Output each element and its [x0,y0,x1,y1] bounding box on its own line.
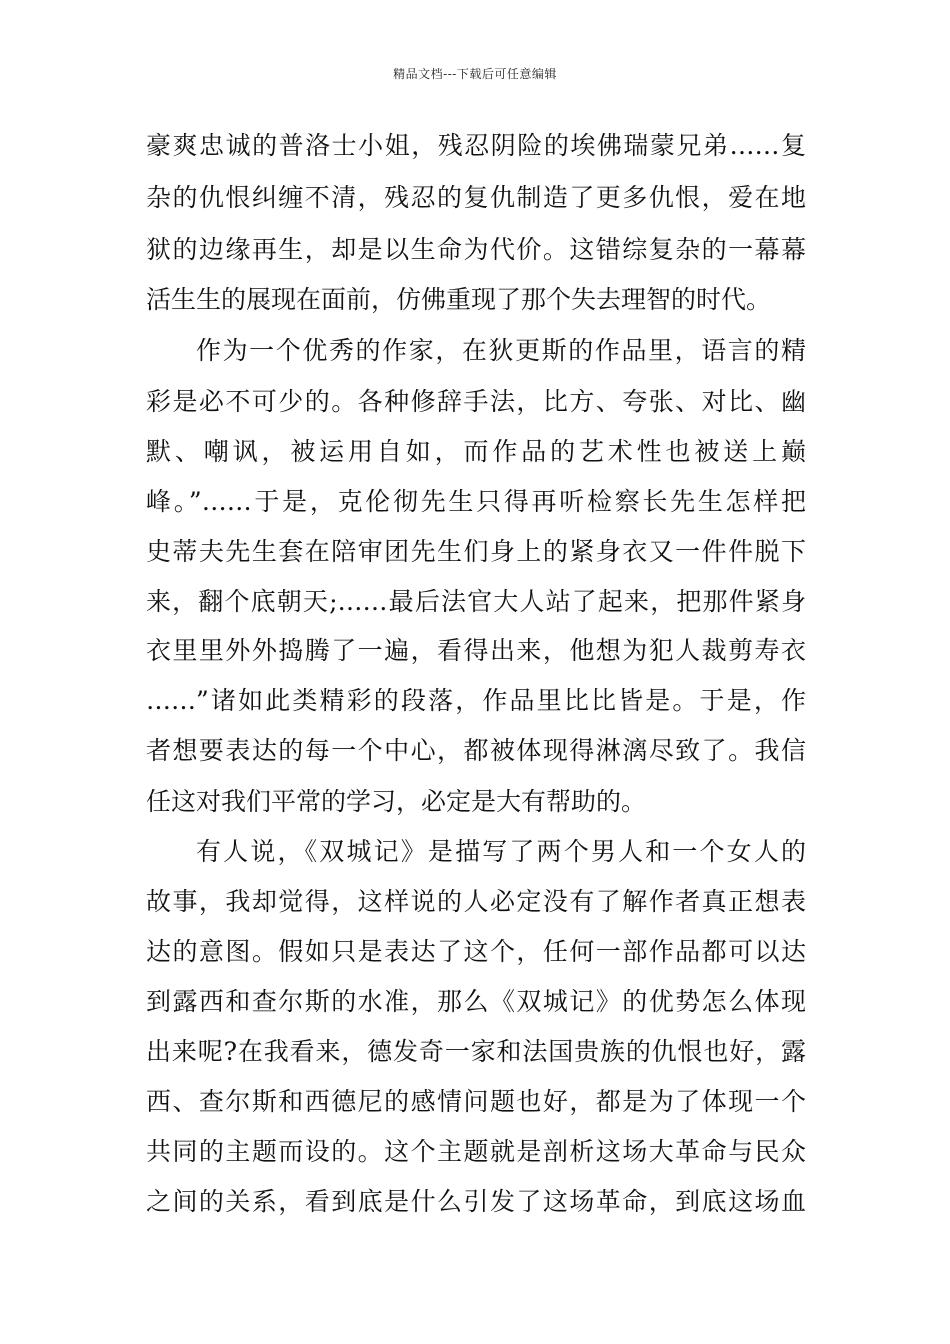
text-line: 共同的主题而设的。这个主题就是剖析这场大革命与民众 [146,1137,806,1166]
text-line: 到露西和查尔斯的水准，那么《双城记》的优势怎么体现 [146,987,806,1016]
text-line: 豪爽忠诚的普洛士小姐，残忍阴险的埃佛瑞蒙兄弟……复 [146,131,806,160]
text-line: 杂的仇恨纠缠不清，残忍的复仇制造了更多仇恨，爱在地 [146,183,806,212]
text-line: 峰。”……于是，克伦彻先生只得再听检察长先生怎样把 [146,487,806,516]
text-line: 之间的关系，看到底是什么引发了这场革命，到底这场血 [146,1187,806,1216]
page-header: 精品文档---下载后可任意编辑 [393,67,557,81]
text-line: 史蒂夫先生套在陪审团先生们身上的紧身衣又一件件脱下 [146,537,806,566]
text-line: 西、查尔斯和西德尼的感情问题也好，都是为了体现一个 [146,1087,806,1116]
text-line: 有人说，《双城记》是描写了两个男人和一个女人的 [196,837,806,866]
text-line: 任这对我们平常的学习，必定是大有帮助的。 [146,787,647,816]
text-line: 作为一个优秀的作家，在狄更斯的作品里，语言的精 [196,336,806,365]
text-line: 衣里里外外捣腾了一遍，看得出来，他想为犯人裁剪寿衣 [146,636,806,665]
text-line: 活生生的展现在面前，仿佛重现了那个失去理智的时代。 [146,285,772,314]
text-line: 来，翻个底朝天;……最后法官大人站了起来，把那件紧身 [146,587,806,616]
text-line: 默、嘲讽，被运用自如，而作品的艺术性也被送上巅 [146,437,806,466]
text-line: ……”诸如此类精彩的段落，作品里比比皆是。于是，作 [146,686,806,715]
text-line: 狱的边缘再生，却是以生命为代价。这错综复杂的一幕幕 [146,235,806,264]
text-line: 者想要表达的每一个中心，都被体现得淋漓尽致了。我信 [146,736,806,765]
text-line: 达的意图。假如只是表达了这个，任何一部作品都可以达 [146,937,806,966]
text-line: 故事，我却觉得，这样说的人必定没有了解作者真正想表 [146,887,806,916]
text-line: 彩是必不可少的。各种修辞手法，比方、夸张、对比、幽 [146,387,806,416]
text-line: 出来呢?在我看来，德发奇一家和法国贵族的仇恨也好，露 [146,1037,806,1066]
